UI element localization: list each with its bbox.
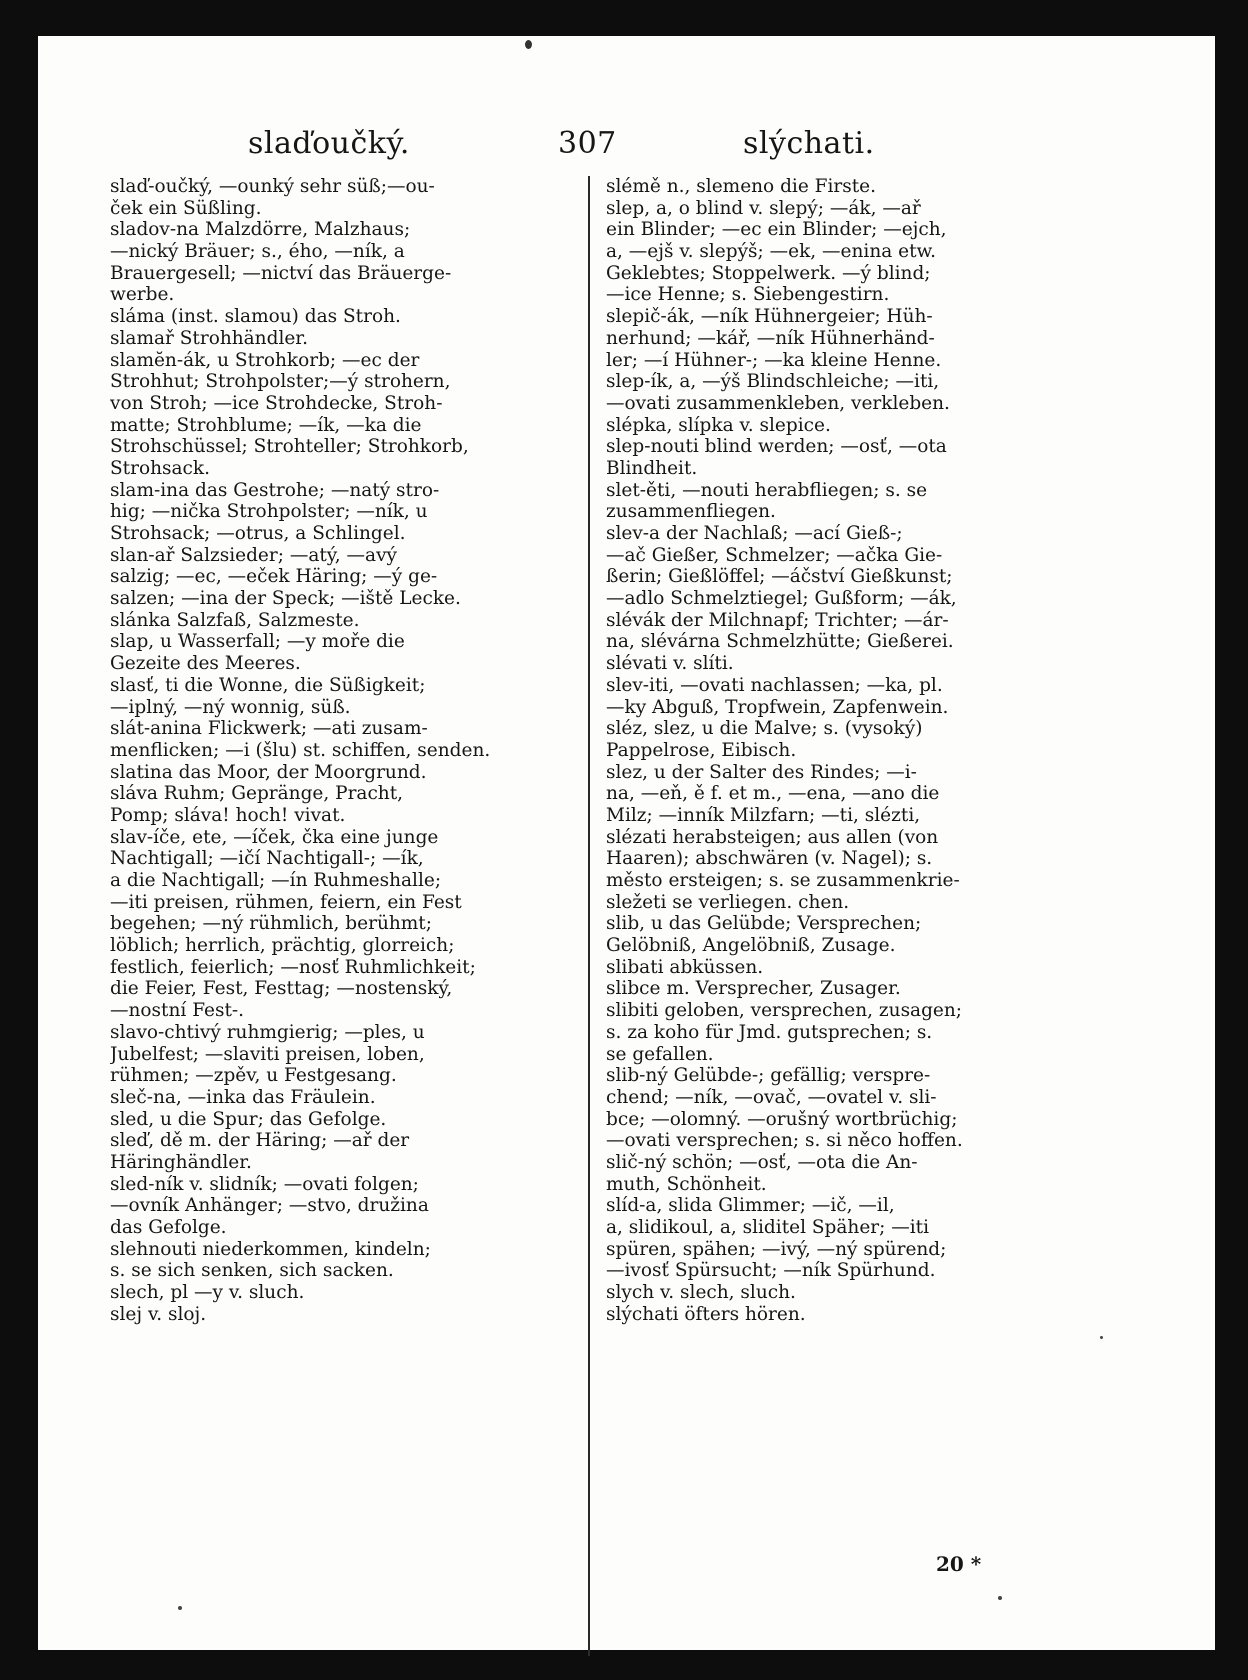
page-number: 307 xyxy=(558,126,617,161)
dictionary-line: slépka, slípka v. slepice. xyxy=(606,414,831,436)
dictionary-line: slamař Strohhändler. xyxy=(110,327,308,349)
dictionary-line: spüren, spähen; —ivý, —ný spürend; xyxy=(606,1238,947,1260)
dictionary-line: Gezeite des Meeres. xyxy=(110,653,301,675)
dictionary-line: sladov-na Malzdörre, Malzhaus; xyxy=(110,219,411,241)
column-divider xyxy=(588,176,590,1656)
dictionary-line: sled, u die Spur; das Gefolge. xyxy=(110,1108,387,1130)
dictionary-line: Milz; —inník Milzfarn; —ti, slézti, xyxy=(606,804,921,826)
dictionary-line: a die Nachtigall; —ín Ruhmeshalle; xyxy=(110,870,442,891)
header-last-entry: slýchati. xyxy=(743,126,875,161)
dictionary-line: slep-ík, a, —ýš Blindschleiche; —iti, xyxy=(606,371,940,393)
dictionary-line: —nostní Fest-. xyxy=(110,1000,245,1022)
dictionary-line: sléz, slez, u die Malve; s. (vysoký) xyxy=(606,718,923,740)
dictionary-line: slepič-ák, —ník Hühnergeier; Hüh- xyxy=(606,306,933,328)
dictionary-line: Pomp; sláva! hoch! vivat. xyxy=(110,804,346,826)
dictionary-line: slévati v. slíti. xyxy=(606,653,734,675)
dictionary-line: Strohsack. xyxy=(110,457,210,479)
dictionary-line: nerhund; —kář, —ník Hühnerhänd- xyxy=(606,327,935,349)
dictionary-line: a, slidikoul, a, sliditel Späher; —iti xyxy=(606,1217,930,1238)
dictionary-line: slamĕn-ák, u Strohkorb; —ec der xyxy=(110,349,420,371)
dictionary-line: salzen; —ina der Speck; —iště Lecke. xyxy=(110,588,461,610)
dictionary-line: von Stroh; —ice Strohdecke, Stroh- xyxy=(110,392,443,414)
dictionary-line: slatina das Moor, der Moorgrund. xyxy=(110,761,427,783)
ink-speck xyxy=(998,1596,1002,1600)
dictionary-line: begehen; —ný rühmlich, berühmt; xyxy=(110,913,432,935)
dictionary-line: slič-ný schön; —osť, —ota die An- xyxy=(606,1151,918,1173)
left-column xyxy=(110,176,542,1325)
running-header xyxy=(38,90,1215,161)
dictionary-line: město ersteigen; s. se zusammenkrie- xyxy=(606,870,960,891)
dictionary-line: slep, a, o blind v. slepý; —ák, —ař xyxy=(606,197,921,219)
dictionary-line: —ice Henne; s. Siebengestirn. xyxy=(606,284,890,306)
dictionary-line: sláva Ruhm; Gepränge, Pracht, xyxy=(110,783,404,805)
dictionary-line: slez, u der Salter des Rindes; —i- xyxy=(606,761,917,783)
dictionary-line: ßerin; Gießlöffel; —áčství Gießkunst; xyxy=(606,566,953,588)
dictionary-line: —ovati zusammenkleben, verkleben. xyxy=(606,392,950,414)
dictionary-line: slap, u Wasserfall; —y moře die xyxy=(110,631,405,653)
dictionary-line: slav-íče, ete, —íček, čka eine junge xyxy=(110,826,439,848)
dictionary-line: slýchati öfters hören. xyxy=(606,1303,806,1325)
dictionary-line: slib, u das Gelübde; Versprechen; xyxy=(606,913,922,935)
dictionary-line: —ovati versprechen; s. si něco hoffen. xyxy=(606,1130,963,1152)
dictionary-line: slej v. sloj. xyxy=(110,1303,207,1325)
dictionary-line: —ač Gießer, Schmelzer; —ačka Gie- xyxy=(606,544,943,566)
dictionary-line: Häringhändler. xyxy=(110,1151,252,1173)
dictionary-line: ein Blinder; —ec ein Blinder; —ejch, xyxy=(606,219,947,241)
ink-dot xyxy=(525,40,532,49)
dictionary-line: —nický Bräuer; s., ého, —ník, a xyxy=(110,241,405,263)
signature-mark: 20 * xyxy=(936,1552,982,1576)
dictionary-line: Haaren); abschwären (v. Nagel); s. xyxy=(606,848,933,870)
ink-speck xyxy=(178,1606,182,1610)
dictionary-line: slet-ěti, —nouti herabfliegen; s. se xyxy=(606,479,928,501)
dictionary-line: slech, pl —y v. sluch. xyxy=(110,1282,305,1304)
dictionary-line: sležeti se verliegen. chen. xyxy=(606,891,850,913)
dictionary-line: matte; Strohblume; —ík, —ka die xyxy=(110,414,422,436)
dictionary-line: sleč-na, —inka das Fräulein. xyxy=(110,1086,376,1108)
dictionary-line: Geklebtes; Stoppelwerk. —ý blind; xyxy=(606,262,931,284)
dictionary-line: na, slévárna Schmelzhütte; Gießerei. xyxy=(606,631,954,653)
dictionary-line: ler; —í Hühner-; —ka kleine Henne. xyxy=(606,349,942,371)
dictionary-line: slan-ař Salzsieder; —atý, —avý xyxy=(110,544,397,566)
dictionary-line: das Gefolge. xyxy=(110,1217,227,1238)
dictionary-line: slézati herabsteigen; aus allen (von xyxy=(606,826,939,848)
header-first-entry: slaďoučký. xyxy=(248,126,410,161)
dictionary-line: slev-a der Nachlaß; —ací Gieß-; xyxy=(606,523,903,544)
dictionary-line: werbe. xyxy=(110,284,175,306)
scan-border-right xyxy=(1215,0,1248,1680)
dictionary-line: Strohsack; —otrus, a Schlingel. xyxy=(110,523,406,544)
dictionary-line: Brauergesell; —nictví das Bräuerge- xyxy=(110,262,452,284)
dictionary-line: slam-ina das Gestrohe; —natý stro- xyxy=(110,479,440,501)
dictionary-line: a, —ejš v. slepýš; —ek, —enina etw. xyxy=(606,241,937,263)
dictionary-line: Strohschüssel; Strohteller; Strohkorb, xyxy=(110,436,469,458)
dictionary-line: hig; —nička Strohpolster; —ník, u xyxy=(110,501,428,523)
dictionary-line: —ky Abguß, Tropfwein, Zapfenwein. xyxy=(606,696,949,718)
dictionary-line: slánka Salzfaß, Salzmeste. xyxy=(110,609,360,631)
dictionary-page xyxy=(38,36,1215,1650)
right-column xyxy=(606,176,1044,1325)
dictionary-line: slehnouti niederkommen, kindeln; xyxy=(110,1238,431,1260)
dictionary-line: slémě n., slemeno die Firste. xyxy=(606,176,877,197)
dictionary-line: sled-ník v. slidník; —ovati folgen; xyxy=(110,1173,419,1195)
scan-border-bottom xyxy=(0,1650,1248,1680)
dictionary-line: Blindheit. xyxy=(606,457,698,479)
dictionary-line: bce; —olomný. —orušný wortbrüchig; xyxy=(606,1108,958,1130)
dictionary-line: —adlo Schmelztiegel; Gußform; —ák, xyxy=(606,588,957,610)
dictionary-line: die Feier, Fest, Festtag; —nostenský, xyxy=(110,978,453,1000)
scan-border-left xyxy=(0,0,38,1680)
dictionary-line: rühmen; —zpěv, u Festgesang. xyxy=(110,1065,397,1087)
ink-speck xyxy=(1100,1336,1103,1339)
dictionary-line: —iplný, —ný wonnig, süß. xyxy=(110,696,351,718)
dictionary-line: ček ein Süßling. xyxy=(110,197,262,219)
dictionary-line: slych v. slech, sluch. xyxy=(606,1282,796,1304)
dictionary-line: chend; —ník, —ovač, —ovatel v. sli- xyxy=(606,1086,937,1108)
dictionary-line: Pappelrose, Eibisch. xyxy=(606,739,797,761)
dictionary-line: —ovník Anhänger; —stvo, družina xyxy=(110,1195,429,1217)
dictionary-line: Strohhut; Strohpolster;—ý strohern, xyxy=(110,371,451,393)
dictionary-line: Nachtigall; —ičí Nachtigall-; —ík, xyxy=(110,848,424,870)
dictionary-line: Gelöbniß, Angelöbniß, Zusage. xyxy=(606,935,896,957)
dictionary-line: —ivosť Spürsucht; —ník Spürhund. xyxy=(606,1260,936,1282)
dictionary-line: slib-ný Gelübde-; gefällig; verspre- xyxy=(606,1065,931,1087)
dictionary-line: muth, Schönheit. xyxy=(606,1173,767,1195)
dictionary-line: slévák der Milchnapf; Trichter; —ár- xyxy=(606,609,949,631)
dictionary-line: slaď-oučký, —ounký sehr süß;—ou- xyxy=(110,176,435,197)
dictionary-line: zusammenfliegen. xyxy=(606,501,776,523)
dictionary-line: slev-iti, —ovati nachlassen; —ka, pl. xyxy=(606,674,943,696)
dictionary-line: slibiti geloben, versprechen, zusagen; xyxy=(606,1000,963,1022)
dictionary-line: s. za koho für Jmd. gutsprechen; s. xyxy=(606,1021,933,1043)
dictionary-line: menflicken; —i (šlu) st. schiffen, senden. xyxy=(110,739,491,761)
dictionary-line: salzig; —ec, —eček Häring; —ý ge- xyxy=(110,566,438,588)
dictionary-line: slep-nouti blind werden; —osť, —ota xyxy=(606,436,947,458)
dictionary-line: löblich; herrlich, prächtig, glorreich; xyxy=(110,935,455,957)
dictionary-line: —iti preisen, rühmen, feiern, ein Fest xyxy=(110,891,462,913)
dictionary-line: slibce m. Versprecher, Zusager. xyxy=(606,978,901,1000)
dictionary-line: slavo-chtivý ruhmgierig; —ples, u xyxy=(110,1021,425,1043)
dictionary-line: slibati abküssen. xyxy=(606,956,764,978)
scan-border-top xyxy=(0,0,1248,36)
dictionary-line: s. se sich senken, sich sacken. xyxy=(110,1260,394,1282)
dictionary-line: sleď, dě m. der Häring; —ař der xyxy=(110,1130,410,1152)
dictionary-line: na, —eň, ě f. et m., —ena, —ano die xyxy=(606,783,940,805)
dictionary-line: slát-anina Flickwerk; —ati zusam- xyxy=(110,718,428,740)
dictionary-line: slíd-a, slida Glimmer; —ič, —il, xyxy=(606,1195,895,1217)
dictionary-line: sláma (inst. slamou) das Stroh. xyxy=(110,306,401,328)
dictionary-line: Jubelfest; —slaviti preisen, loben, xyxy=(110,1043,425,1065)
dictionary-line: se gefallen. xyxy=(606,1043,714,1065)
dictionary-line: festlich, feierlich; —nosť Ruhmlichkeit; xyxy=(110,956,476,978)
dictionary-line: slasť, ti die Wonne, die Süßigkeit; xyxy=(110,674,426,696)
